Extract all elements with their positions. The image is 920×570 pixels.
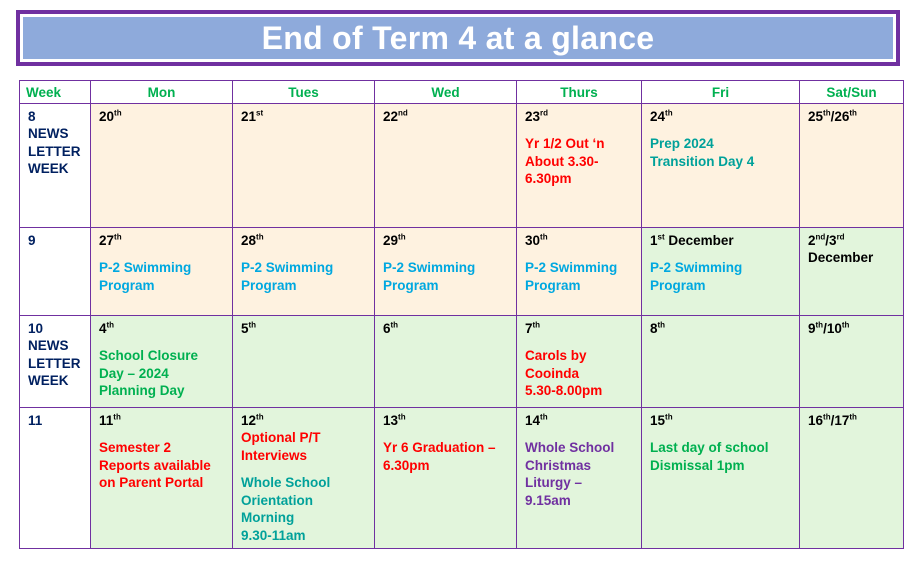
- event-text: [99, 439, 224, 492]
- day-number: 25: [808, 108, 824, 124]
- day-month: December: [808, 250, 874, 265]
- day-date: [99, 108, 224, 126]
- day-cell-sat-sun: [800, 407, 904, 549]
- day-number: 9: [808, 320, 816, 336]
- day-ordinal: th: [532, 320, 541, 329]
- day-date: [99, 320, 224, 338]
- day-ordinal: th: [823, 108, 831, 117]
- day-ordinal: th: [114, 108, 122, 117]
- event-line: Program: [650, 277, 706, 293]
- day-ordinal: th: [248, 320, 257, 329]
- day-ordinal: st: [657, 232, 665, 241]
- event-text: [525, 135, 633, 188]
- day-date: [808, 412, 895, 430]
- day-date: [99, 232, 224, 250]
- event-text: [99, 259, 224, 294]
- day-number: 22: [383, 108, 399, 124]
- week-label-line: NEWS: [28, 126, 69, 141]
- day-date: [650, 320, 791, 338]
- event-line: P-2 Swimming: [99, 260, 192, 275]
- day-number: 5: [241, 320, 249, 336]
- event-text: [241, 259, 366, 294]
- day-ordinal: th: [256, 232, 264, 241]
- day-cell-fri: [642, 103, 800, 227]
- day-cell-mon: [91, 407, 233, 549]
- event-line: Transition Day 4: [650, 153, 755, 169]
- event-line: About 3.30-: [525, 153, 599, 169]
- day-number-2: /3: [825, 232, 837, 248]
- day-cell-fri: [642, 315, 800, 407]
- day-cell-mon: [91, 227, 233, 315]
- day-date: [383, 108, 508, 126]
- day-cell-tues: [233, 315, 375, 407]
- event-line: School Closure: [99, 348, 199, 363]
- day-number: 12: [241, 412, 257, 428]
- header-row: [20, 81, 904, 104]
- day-ordinal: nd: [398, 108, 408, 117]
- event-line: P-2 Swimming: [241, 260, 334, 275]
- event-line: Prep 2024: [650, 136, 714, 151]
- day-number: 14: [525, 412, 541, 428]
- day-date: [525, 412, 633, 430]
- event-line: Program: [241, 277, 297, 293]
- event-line: Program: [383, 277, 439, 293]
- day-number: 23: [525, 108, 541, 124]
- day-cell-tues: [233, 227, 375, 315]
- day-ordinal: th: [665, 412, 673, 421]
- week-label-line: NEWS: [28, 338, 69, 353]
- event-line: Program: [525, 277, 581, 293]
- week-label-line: 11: [28, 412, 43, 428]
- title-banner: [16, 10, 900, 66]
- day-date: [241, 108, 366, 126]
- day-cell-mon: [91, 103, 233, 227]
- day-cell-sat-sun: [800, 103, 904, 227]
- day-ordinal-2: th: [841, 320, 850, 329]
- event-text: [650, 439, 791, 474]
- event-line: Whole School: [241, 475, 331, 490]
- day-date: [650, 232, 791, 250]
- day-date: [808, 108, 895, 126]
- event-line: Christmas: [525, 457, 592, 473]
- event-line: Day – 2024: [99, 365, 169, 381]
- day-ordinal: th: [657, 320, 666, 329]
- day-ordinal: th: [823, 412, 831, 421]
- day-date: [383, 320, 508, 338]
- day-number: 30: [525, 232, 541, 248]
- week-label-line: 10: [28, 320, 44, 336]
- day-ordinal: th: [815, 320, 824, 329]
- day-date: [241, 320, 366, 338]
- week-row: [20, 315, 904, 407]
- week-cell: [20, 227, 91, 315]
- event-text: [525, 259, 633, 294]
- week-row: [20, 407, 904, 549]
- day-cell-fri: [642, 407, 800, 549]
- event-line: P-2 Swimming: [383, 260, 476, 275]
- day-ordinal: th: [540, 232, 548, 241]
- event-line: 6.30pm: [383, 457, 430, 473]
- day-cell-mon: [91, 315, 233, 407]
- day-cell-wed: [375, 103, 517, 227]
- header-wed: Wed: [375, 81, 517, 104]
- day-cell-sat-sun: [800, 227, 904, 315]
- event-text: [383, 439, 508, 474]
- event-text: [241, 474, 366, 544]
- week-row: [20, 227, 904, 315]
- day-date: [650, 412, 791, 430]
- day-date: [241, 232, 366, 250]
- event-line: 5.30-8.00pm: [525, 383, 603, 398]
- day-number: 11: [99, 412, 114, 428]
- day-ordinal-2: rd: [836, 232, 845, 241]
- day-ordinal: th: [113, 412, 121, 421]
- event-text: [99, 347, 224, 400]
- week-cell: [20, 103, 91, 227]
- day-date: [808, 320, 895, 338]
- day-number: 15: [650, 412, 666, 428]
- day-date: [525, 232, 633, 250]
- day-date: [241, 412, 366, 430]
- event-line: Optional P/T: [241, 430, 321, 445]
- day-date: [525, 320, 633, 338]
- day-cell-thurs: [517, 227, 642, 315]
- event-line: Morning: [241, 510, 295, 525]
- header-week: Week: [20, 81, 91, 104]
- day-number: 1: [650, 232, 658, 248]
- day-cell-wed: [375, 407, 517, 549]
- day-number: 4: [99, 320, 107, 336]
- event-text: [650, 135, 791, 170]
- day-number: 8: [650, 320, 658, 336]
- event-text: [525, 347, 633, 400]
- event-line: 9.30-11am: [241, 527, 306, 543]
- day-ordinal: rd: [540, 108, 549, 117]
- day-cell-wed: [375, 315, 517, 407]
- event-line: on Parent Portal: [99, 475, 204, 490]
- header-thurs: Thurs: [517, 81, 642, 104]
- day-date: [99, 412, 224, 430]
- event-line: P-2 Swimming: [650, 260, 743, 275]
- event-line: Interviews: [241, 447, 308, 463]
- event-line: P-2 Swimming: [525, 260, 618, 275]
- day-date: [650, 108, 791, 126]
- day-number: 20: [99, 108, 115, 124]
- day-date: [383, 412, 508, 430]
- event-line: Orientation: [241, 492, 314, 508]
- day-ordinal-2: th: [849, 412, 857, 421]
- day-cell-tues: [233, 407, 375, 549]
- day-ordinal: th: [256, 412, 264, 421]
- day-number: 13: [383, 412, 399, 428]
- event-line: Dismissal 1pm: [650, 457, 745, 473]
- day-number: 2: [808, 232, 816, 248]
- day-date: [383, 232, 508, 250]
- event-line: Program: [99, 277, 155, 293]
- event-line: Yr 1/2 Out ‘n: [525, 136, 605, 151]
- title-banner-fill: [23, 17, 893, 59]
- day-date: [808, 232, 895, 250]
- day-ordinal: th: [665, 108, 673, 117]
- day-number-2: /26: [830, 108, 850, 124]
- day-ordinal: th: [398, 232, 406, 241]
- day-ordinal: st: [256, 108, 264, 117]
- header-sat-sun: Sat/Sun: [800, 81, 904, 104]
- page-title: End of Term 4 at a glance: [261, 19, 655, 56]
- day-ordinal: nd: [815, 232, 826, 241]
- week-cell: [20, 407, 91, 549]
- event-line: Liturgy –: [525, 475, 583, 490]
- week-label-line: WEEK: [28, 161, 69, 176]
- day-number-2: /10: [823, 320, 842, 336]
- event-line: 6.30pm: [525, 171, 572, 186]
- day-cell-tues: [233, 103, 375, 227]
- day-number: 6: [383, 320, 391, 336]
- event-text: [383, 259, 508, 294]
- event-line: Last day of school: [650, 440, 769, 455]
- event-line: Cooinda: [525, 365, 579, 381]
- header-tues: Tues: [233, 81, 375, 104]
- event-line: Planning Day: [99, 383, 185, 398]
- header-mon: Mon: [91, 81, 233, 104]
- header-fri: Fri: [642, 81, 800, 104]
- day-ordinal: th: [398, 412, 406, 421]
- day-ordinal-2: th: [849, 108, 857, 117]
- day-number: 7: [525, 320, 533, 336]
- day-cell-sat-sun: [800, 315, 904, 407]
- day-cell-thurs: [517, 315, 642, 407]
- week-label-line: 9: [28, 232, 36, 248]
- day-cell-thurs: [517, 103, 642, 227]
- day-date: [525, 108, 633, 126]
- day-month: December: [664, 232, 734, 248]
- term-calendar-table: [19, 80, 904, 549]
- event-text: [525, 439, 633, 509]
- week-label-line: LETTER: [28, 143, 81, 159]
- event-line: Yr 6 Graduation –: [383, 440, 496, 455]
- event-line: Whole School: [525, 440, 615, 455]
- day-ordinal: th: [390, 320, 399, 329]
- week-row: [20, 103, 904, 227]
- event-line: Carols by: [525, 348, 587, 363]
- week-label-line: WEEK: [28, 373, 69, 388]
- day-number: 16: [808, 412, 824, 428]
- day-number: 21: [241, 108, 257, 124]
- day-number: 27: [99, 232, 115, 248]
- event-line: Semester 2: [99, 440, 172, 455]
- day-cell-thurs: [517, 407, 642, 549]
- day-number: 28: [241, 232, 257, 248]
- event-line: 9.15am: [525, 492, 571, 508]
- day-number: 29: [383, 232, 399, 248]
- day-number-2: /17: [830, 412, 850, 428]
- day-cell-wed: [375, 227, 517, 315]
- day-ordinal: th: [106, 320, 115, 329]
- event-text: [241, 429, 366, 464]
- week-label-line: 8: [28, 108, 36, 124]
- event-line: Reports available: [99, 457, 211, 473]
- week-label-line: LETTER: [28, 355, 81, 371]
- day-number: 24: [650, 108, 666, 124]
- day-ordinal: th: [540, 412, 548, 421]
- event-text: [650, 259, 791, 294]
- week-cell: [20, 315, 91, 407]
- day-ordinal: th: [114, 232, 122, 241]
- day-cell-fri: [642, 227, 800, 315]
